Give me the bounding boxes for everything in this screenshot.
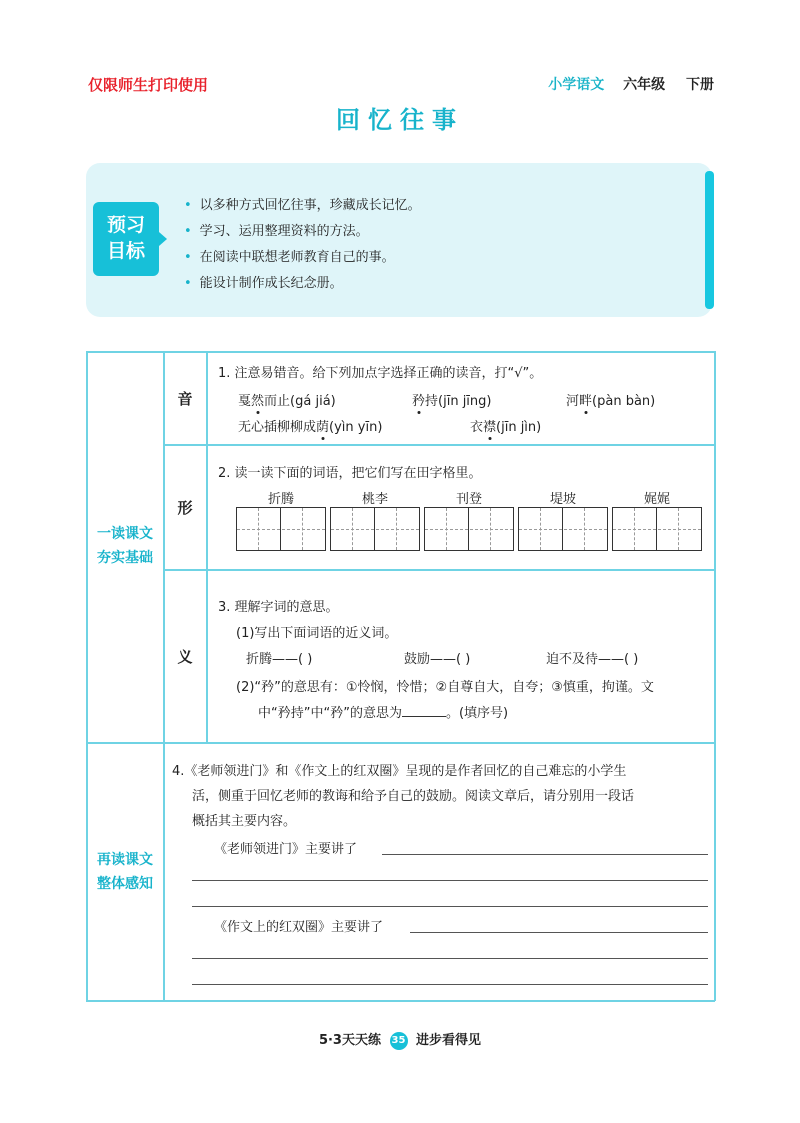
question-1: 1. 注意易错音。给下列加点字选择正确的读音，打“√”。 xyxy=(218,366,543,381)
preview-goals-badge xyxy=(93,202,159,276)
answer-prompt-1: 《老师领进门》主要讲了 xyxy=(214,842,358,857)
word-label-2: 桃李 xyxy=(361,492,388,507)
question-4-line2: 活，侧重于回忆老师的教诲和给予自己的鼓励。阅读文章后，请分别用一段话 xyxy=(192,789,635,804)
yin-item-5: 衣襟(jīn jìn) xyxy=(470,420,542,435)
answer-line[interactable] xyxy=(192,880,708,881)
goals-accent-bar xyxy=(705,171,714,309)
table-col-divider xyxy=(163,351,165,1001)
sub-question-2: (2)“矜”的意思有：①怜悯，怜惜；②自尊自大，自夸；③慎重，拘谨。文 xyxy=(236,680,654,695)
word-label-4: 堤坡 xyxy=(549,492,576,507)
question-2: 2. 读一读下面的词语，把它们写在田字格里。 xyxy=(218,466,482,481)
table-border-top xyxy=(86,351,715,353)
book-info xyxy=(548,74,714,94)
footer-slogan: 进步看得见 xyxy=(416,1033,482,1048)
bullet-icon: • xyxy=(184,250,192,265)
answer-prompt-2: 《作文上的红双圈》主要讲了 xyxy=(214,920,384,935)
goals-list xyxy=(184,193,421,297)
tianzige-box-3[interactable] xyxy=(424,507,514,551)
badge-line2: 目标 xyxy=(106,240,145,262)
question-4-line1: 4.《老师领进门》和《作文上的红双圈》呈现的是作者回忆的自己难忘的小学生 xyxy=(172,764,627,779)
row-divider-1 xyxy=(163,444,715,446)
page-footer xyxy=(0,1029,800,1050)
tianzige-box-2[interactable] xyxy=(330,507,420,551)
answer-line[interactable] xyxy=(192,906,708,907)
sub-question-2-answer: 中“矜持”中“矜”的意思为 。(填序号) xyxy=(258,706,509,721)
page-number: 35 xyxy=(390,1032,408,1050)
goal-item: • 学习、运用整理资料的方法。 xyxy=(184,224,369,239)
badge-line1: 预习 xyxy=(106,214,145,236)
category-yi: 义 xyxy=(177,648,193,666)
tianzige-box-4[interactable] xyxy=(518,507,608,551)
answer-line[interactable] xyxy=(192,958,708,959)
volume-label: 下册 xyxy=(686,77,714,93)
answer-line[interactable] xyxy=(192,984,708,985)
yin-item-3: 河畔(pàn bàn) xyxy=(566,394,656,409)
table-border-left xyxy=(86,351,88,1001)
question-3: 3. 理解字词的意思。 xyxy=(218,600,339,615)
section1-label: 一读课文 夯实基础 xyxy=(97,526,153,566)
table-border-bottom xyxy=(86,1000,715,1002)
word-label-1: 折腾 xyxy=(267,492,294,507)
section2-label: 再读课文 整体感知 xyxy=(97,852,153,892)
yin-item-2: 矜持(jīn jīng) xyxy=(412,394,492,409)
subject-label: 小学语文 xyxy=(548,77,605,93)
table-border-right xyxy=(714,351,716,1001)
tianzige-box-1[interactable] xyxy=(236,507,326,551)
word-label-5: 娓娓 xyxy=(643,492,670,507)
synonym-item-3[interactable]: 迫不及待——( ) xyxy=(546,652,639,667)
goal-item: • 在阅读中联想老师教育自己的事。 xyxy=(184,250,395,265)
goal-item: • 以多种方式回忆往事，珍藏成长记忆。 xyxy=(184,198,421,213)
bullet-icon: • xyxy=(184,198,192,213)
footer-brand: 5·3天天练 xyxy=(318,1033,381,1048)
yin-item-4: 无心插柳柳成荫(yìn yīn) xyxy=(238,420,383,435)
badge-arrow-icon xyxy=(159,232,167,246)
answer-blank[interactable] xyxy=(402,704,446,717)
grade-label: 六年级 xyxy=(623,77,666,93)
bullet-icon: • xyxy=(184,276,192,291)
row-divider-2 xyxy=(163,569,715,571)
question-4-line3: 概括其主要内容。 xyxy=(192,814,297,829)
word-label-3: 刊登 xyxy=(455,492,482,507)
answer-line[interactable] xyxy=(410,932,708,933)
yin-item-1: 戛然而止(gá jiá) xyxy=(238,394,336,409)
synonym-item-2[interactable]: 鼓励——( ) xyxy=(404,652,471,667)
section-divider xyxy=(86,742,715,744)
page-title: 回忆往事 xyxy=(336,106,464,134)
answer-line[interactable] xyxy=(382,854,708,855)
synonym-item-1[interactable]: 折腾——( ) xyxy=(246,652,313,667)
sub-question-1: (1)写出下面词语的近义词。 xyxy=(236,626,398,641)
category-yin: 音 xyxy=(177,390,193,408)
tianzige-box-5[interactable] xyxy=(612,507,702,551)
table-cat-divider xyxy=(206,351,208,743)
category-xing: 形 xyxy=(177,499,193,517)
bullet-icon: • xyxy=(184,224,192,239)
print-notice: 仅限师生打印使用 xyxy=(88,76,209,94)
goal-item: • 能设计制作成长纪念册。 xyxy=(184,276,343,291)
